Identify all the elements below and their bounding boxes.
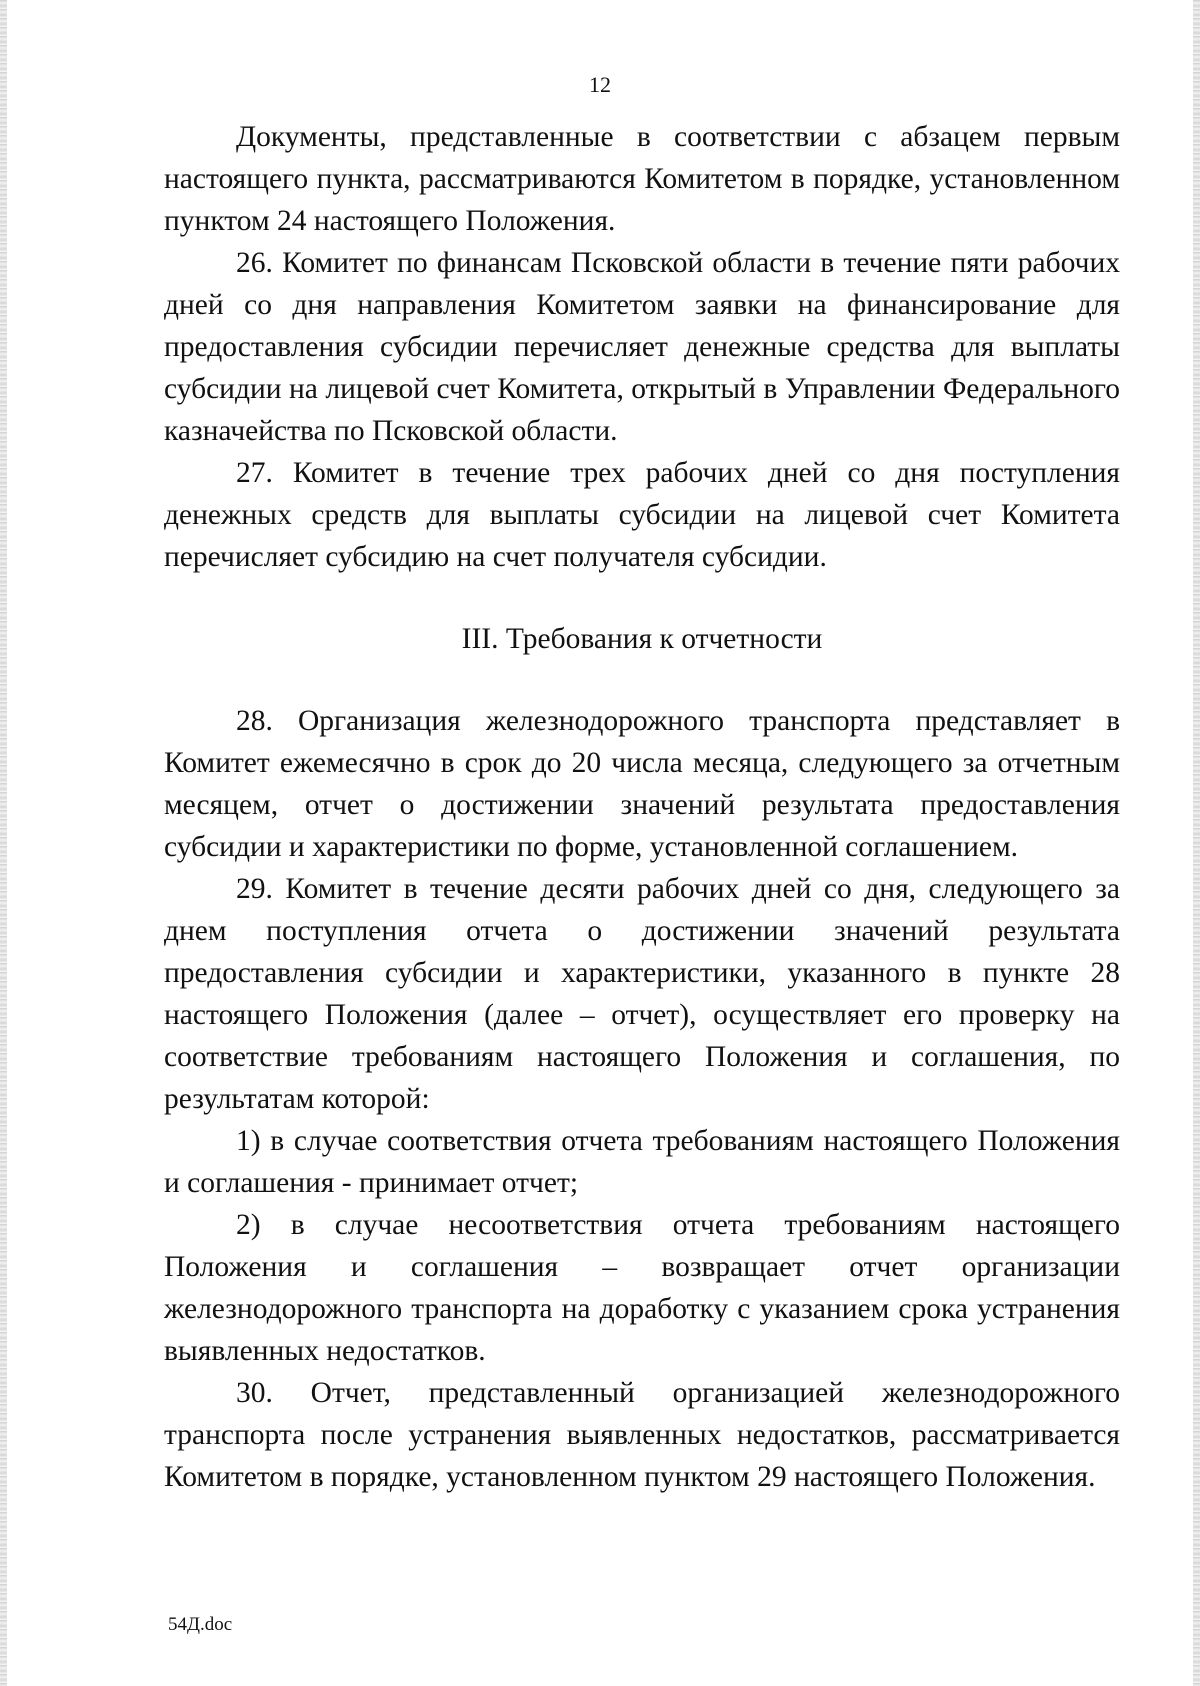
paragraph-item-29: 29. Комитет в течение десяти рабочих дней со дня, следующего за днем поступления отчета о достижении значений результата предоставления субсидии и характеристики, указанного в пункте 28 настоящего Положения (далее – отчет), осуществляет его проверку на соответствие требованиям настоящего Положения и соглашения, по результатам которой: [164,873,1120,1115]
page-number: 12 [589,72,611,97]
footer-filename: 54Д.doc [168,1614,233,1635]
paragraph-item-30: 30. Отчет, представленный организацией железнодорожного транспорта после устранения выявленных недостатков, рассматривается Комитетом в порядке, установленном пунктом 29 настоящего Положения. [164,1377,1120,1493]
scan-edge-left [0,0,7,1686]
section-heading: III. Требования к отчетности [461,623,823,655]
paragraph-documents-review: Документы, представленные в соответствии с абзацем первым настоящего пункта, рассматриваются Комитетом в порядке, установленном пунктом 24 настоящего Положения. [164,121,1120,237]
scan-edge-right [1193,0,1200,1686]
paragraph-subitem-2: 2) в случае несоответствия отчета требованиям настоящего Положения и соглашения – возвращает отчет организации железнодорожного транспорта на доработку с указанием срока устранения выявленных недостатков. [164,1209,1120,1367]
paragraph-item-28: 28. Организация железнодорожного транспорта представляет в Комитет ежемесячно в срок до 20 числа месяца, следующего за отчетным месяцем, отчет о достижении значений результата предоставления субсидии и характеристики по форме, установленной соглашением. [164,705,1120,863]
document-body [164,116,1120,1498]
paragraph-item-26: 26. Комитет по финансам Псковской области в течение пяти рабочих дней со дня направления Комитетом заявки на финансирование для предоставления субсидии перечисляет денежные средства для выплаты субсидии на лицевой счет Комитета, открытый в Управлении Федерального казначейства по Псковской области. [164,247,1120,447]
paragraph-item-27: 27. Комитет в течение трех рабочих дней со дня поступления денежных средств для выплаты субсидии на лицевой счет Комитета перечисляет субсидию на счет получателя субсидии. [164,457,1120,573]
paragraph-subitem-1: 1) в случае соответствия отчета требованиям настоящего Положения и соглашения - принимает отчет; [164,1125,1120,1199]
